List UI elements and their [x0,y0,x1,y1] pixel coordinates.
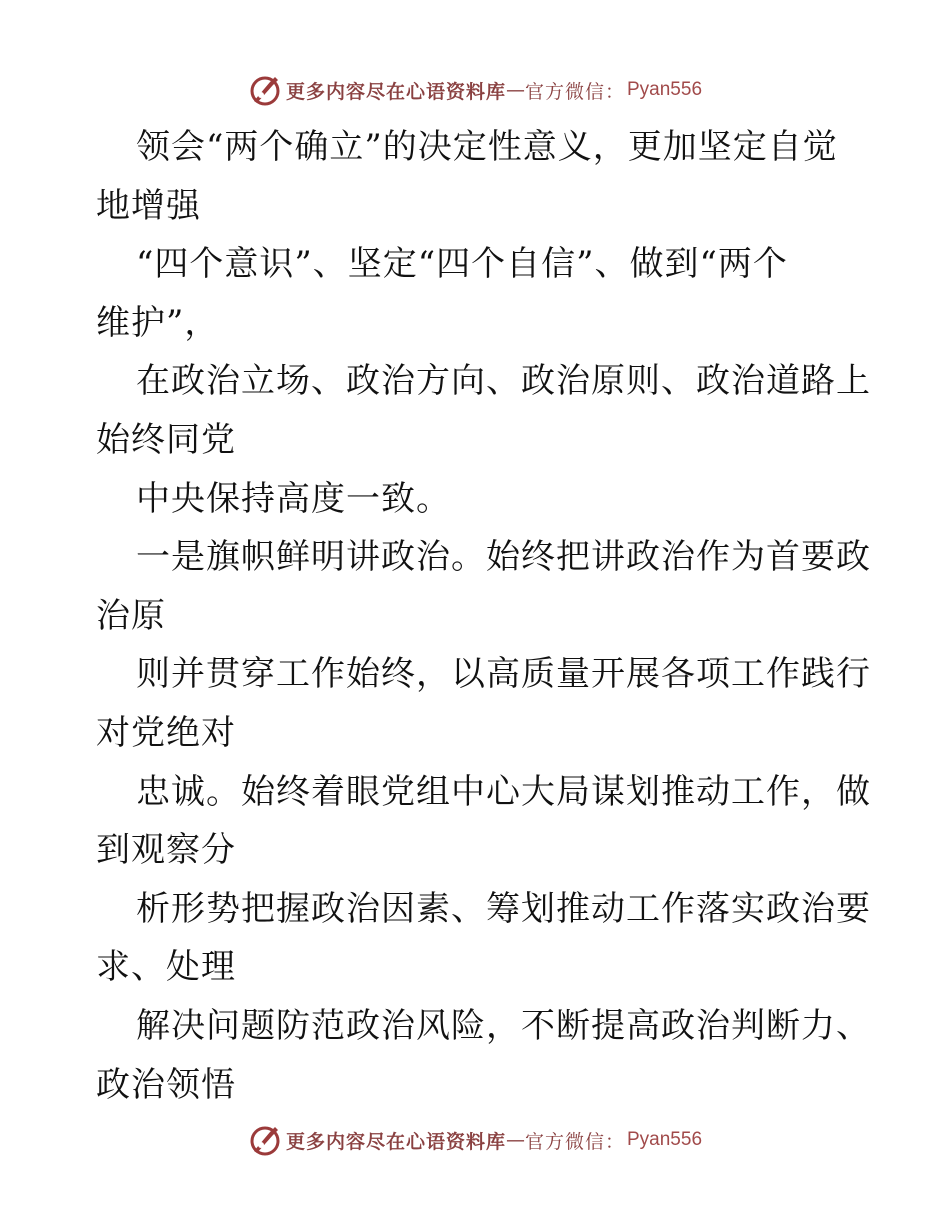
body-line: 一是旗帜鲜明讲政治。始终把讲政治作为首要政 [136,537,871,578]
body-line: 领会“两个确立”的决定性意义，更加坚定自觉 [136,127,838,167]
footer-banner [0,1120,950,1160]
body-line: 到观察分 [96,830,236,871]
body-line: “四个意识”、坚定“四个自信”、做到“两个 [136,244,788,285]
body-line: 维护”， [96,302,220,343]
footer-dash: — [505,1129,525,1151]
body-line: 求、处理 [96,947,236,988]
footer-wechat-id: Pyan556 [627,1129,703,1150]
body-line: 中央保持高度一致。 [136,478,451,519]
document-body [96,118,871,1114]
pen-logo-icon [248,1123,282,1157]
header-dash: — [505,79,525,101]
body-line: 忠诚。始终着眼党组中心大局谋划推动工作，做 [136,771,871,812]
header-brand: 更多内容尽在心语资料库 [285,80,506,103]
header-wechat-id: Pyan556 [627,79,703,100]
body-line: 始终同党 [96,419,236,460]
header-banner [0,70,950,110]
body-line: 则并贯穿工作始终，以高质量开展各项工作践行 [136,654,871,695]
body-line: 治原 [96,595,166,636]
body-line: 对党绝对 [96,712,236,753]
header-wechat-label: 官方微信： [524,80,625,103]
footer-wechat-label: 官方微信： [524,1130,625,1153]
body-line: 析形势把握政治因素、筹划推动工作落实政治要 [136,888,871,929]
body-line: 在政治立场、政治方向、政治原则、政治道路上 [136,361,871,402]
body-line: 政治领悟 [96,1064,236,1105]
body-line: 解决问题防范政治风险，不断提高政治判断力、 [136,1005,871,1046]
body-line: 地增强 [96,185,201,226]
pen-logo-icon [248,73,282,107]
footer-brand: 更多内容尽在心语资料库 [285,1130,506,1153]
